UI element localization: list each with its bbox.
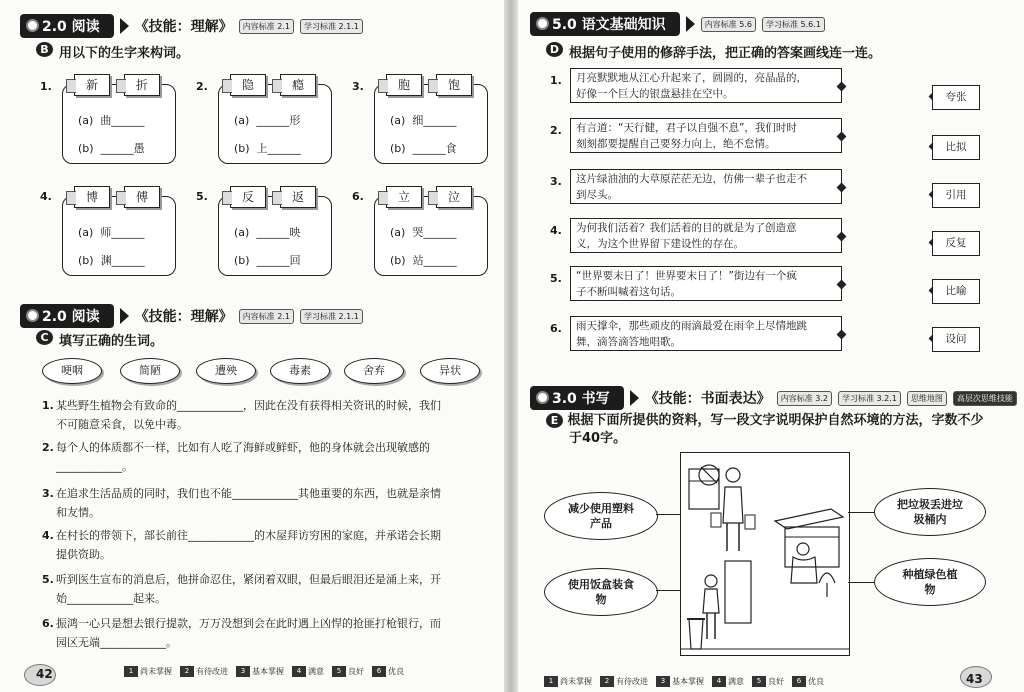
- character-card: 新: [74, 74, 110, 96]
- sentence-box: 雨天撑伞，那些顽皮的雨滴最爱在雨伞上尽情地跳 舞，滴答滴答地唱歌。: [570, 316, 842, 351]
- answer-line: (a) 师______: [78, 226, 145, 239]
- question-b: [36, 42, 189, 61]
- answer-line: (b) 渊______: [78, 254, 145, 267]
- character-card: 博: [74, 186, 110, 208]
- question-text-line2: 于40字。: [569, 431, 627, 446]
- arrow-icon: [120, 18, 129, 34]
- question-e: [546, 412, 1016, 448]
- answer-line: (a) 细______: [390, 114, 457, 127]
- idea-cloud: 使用饭盒装食物: [544, 568, 658, 616]
- sentence-number: 2.: [550, 124, 562, 137]
- answer-line: (b) 站______: [390, 254, 457, 267]
- left-page: [0, 0, 506, 692]
- connector-line: [656, 514, 680, 515]
- character-card: 胞: [386, 74, 422, 96]
- word-choice: 遭殃: [196, 358, 256, 384]
- sentence-number: 1.: [550, 74, 562, 87]
- word-choice: 舍弃: [344, 358, 404, 384]
- fill-item-5: 5. 听到医生宣布的消息后，他拼命忍住，紧闭着双眼，但最后眼泪还是涌上来，开 始____________起来。: [42, 573, 441, 605]
- section-label: 3.0 书写: [530, 386, 624, 410]
- sentence-box: 为何我们活着？我们活着的目的就是为了创造意 义，为这个世界留下建设性的存在。: [570, 218, 842, 253]
- checkbox-icon: 6: [372, 666, 386, 677]
- checkbox-icon: 4: [712, 676, 726, 687]
- arrow-icon: [120, 308, 129, 324]
- checkbox-icon: 2: [180, 666, 194, 677]
- environment-illustration: [680, 452, 850, 656]
- character-card: 傅: [124, 186, 160, 208]
- character-card: 隐: [230, 74, 266, 96]
- box-number: 2.: [196, 80, 208, 93]
- checkbox-icon: 3: [236, 666, 250, 677]
- page-number: 42: [36, 667, 53, 681]
- answer-box: 比拟: [932, 135, 980, 160]
- arrow-icon: [630, 390, 639, 406]
- idea-cloud: 把垃圾丢进垃圾桶内: [874, 488, 986, 536]
- word-choice: 简陋: [120, 358, 180, 384]
- question-letter: D: [546, 42, 563, 57]
- content-standard-tag: 内容标准 2.1: [239, 19, 294, 34]
- checkbox-icon: 3: [656, 676, 670, 687]
- word-choice: 异状: [420, 358, 480, 384]
- question-text: 填写正确的生词。: [59, 334, 164, 349]
- idea-cloud: 种植绿色植物: [874, 558, 986, 606]
- word-choice: 哽咽: [42, 358, 102, 384]
- answer-box: 夸张: [932, 85, 980, 110]
- word-choice: 毒素: [270, 358, 330, 384]
- arrow-icon: [686, 16, 695, 32]
- answer-box: 设问: [932, 327, 980, 352]
- answer-line: (b) ______回: [234, 254, 301, 267]
- question-letter: C: [36, 330, 53, 345]
- content-standard-tag: 内容标准 2.1: [239, 309, 294, 324]
- checkbox-icon: 6: [792, 676, 806, 687]
- people-scene-icon: [681, 453, 849, 655]
- skill-label: 《技能：理解》: [134, 19, 233, 35]
- self-assessment-row: 1 尚未掌握 2 有待改进 3 基本掌握 4 满意 5 良好 6 优良: [544, 676, 824, 687]
- fill-item-2: 2. 每个人的体质都不一样，比如有人吃了海鲜或鲜虾，他的身体就会出现敏感的 ____________。: [42, 441, 430, 473]
- learning-standard-tag: 学习标准 2.1.1: [300, 309, 363, 324]
- answer-line: (a) 曲______: [78, 114, 145, 127]
- answer-line: (a) 哭______: [390, 226, 457, 239]
- page-number: 43: [966, 672, 983, 686]
- fill-item-3: 3. 在追求生活品质的同时，我们也不能____________其他重要的东西，也就是亲情 和友情。: [42, 487, 441, 519]
- character-card: 反: [230, 186, 266, 208]
- answer-box: 反复: [932, 231, 980, 256]
- checkbox-icon: 5: [332, 666, 346, 677]
- learning-standard-tag: 学习标准 5.6.1: [762, 17, 825, 32]
- box-number: 1.: [40, 80, 52, 93]
- question-letter: E: [546, 413, 563, 428]
- skill-label: 《技能：书面表达》: [644, 391, 771, 407]
- connector-line: [656, 590, 680, 591]
- section-d-header: [530, 12, 825, 36]
- section-label: 2.0 阅读: [20, 304, 114, 328]
- question-letter: B: [36, 42, 53, 57]
- character-card: 泣: [436, 186, 472, 208]
- answer-line: (a) ______形: [234, 114, 301, 127]
- checkbox-icon: 4: [292, 666, 306, 677]
- section-e-header: [530, 386, 1017, 410]
- fill-item-6: 6. 振鸿一心只是想去银行提款，万万没想到会在此时遇上凶悍的抢匪打枪银行，而 园区无端____________。: [42, 617, 441, 649]
- sentence-box: 这片绿油油的大草原茫茫无边，仿佛一辈子也走不 到尽头。: [570, 169, 842, 204]
- character-card: 立: [386, 186, 422, 208]
- content-standard-tag: 内容标准 3.2: [777, 391, 832, 406]
- section-c-header: [20, 304, 363, 328]
- content-standard-tag: 内容标准 5.6: [701, 17, 756, 32]
- fill-item-1: 1. 某些野生植物会有致命的____________，因此在没有获得相关资讯的时候，我们 不可随意采食，以免中毒。: [42, 399, 441, 431]
- answer-line: (b) ______食: [390, 142, 457, 155]
- sentence-number: 4.: [550, 224, 562, 237]
- checkbox-icon: 2: [600, 676, 614, 687]
- self-assessment-row: 1 尚未掌握 2 有待改进 3 基本掌握 4 满意 5 良好 6 优良: [124, 666, 404, 677]
- checkbox-icon: 1: [124, 666, 138, 677]
- question-text-line1: 根据下面所提供的资料，写一段文字说明保护自然环境的方法，字数不少: [567, 413, 984, 428]
- character-card: 饱: [436, 74, 472, 96]
- question-d: [546, 42, 881, 61]
- character-card: 返: [280, 186, 316, 208]
- question-text: 根据句子使用的修辞手法，把正确的答案画线连一连。: [569, 46, 882, 61]
- learning-standard-tag: 学习标准 3.2.1: [838, 391, 901, 406]
- question-c: [36, 330, 163, 349]
- answer-line: (a) ______映: [234, 226, 301, 239]
- box-number: 4.: [40, 190, 52, 203]
- section-label: 5.0 语文基础知识: [530, 12, 680, 36]
- box-number: 3.: [352, 80, 364, 93]
- question-text: 用以下的生字来构词。: [59, 46, 190, 61]
- section-b-header: [20, 14, 363, 38]
- skill-label: 《技能：理解》: [134, 309, 233, 325]
- character-card: 瘾: [280, 74, 316, 96]
- connector-line: [848, 582, 874, 583]
- checkbox-icon: 1: [544, 676, 558, 687]
- connector-line: [848, 512, 874, 513]
- sentence-box: “世界要末日了！世界要末日了！”街边有一个疯 子不断叫喊着这句话。: [570, 266, 842, 301]
- answer-line: (b) ______愚: [78, 142, 145, 155]
- section-label: 2.0 阅读: [20, 14, 114, 38]
- sentence-box: 有言道：“天行健，君子以自强不息”，我们时时 刻刻都要提醒自己要努力向上，绝不怠情。: [570, 118, 842, 153]
- sentence-number: 3.: [550, 175, 562, 188]
- checkbox-icon: 5: [752, 676, 766, 687]
- fill-item-4: 4. 在村长的带领下，部长前往____________的木屋拜访穷困的家庭，并承诺会长期 提供资助。: [42, 529, 441, 561]
- answer-box: 引用: [932, 183, 980, 208]
- box-number: 5.: [196, 190, 208, 203]
- sentence-number: 6.: [550, 322, 562, 335]
- thinking-map-tag: 思维地图: [907, 391, 947, 406]
- idea-cloud: 减少使用塑料产品: [544, 492, 658, 540]
- box-number: 6.: [352, 190, 364, 203]
- answer-line: (b) 上______: [234, 142, 301, 155]
- character-card: 折: [124, 74, 160, 96]
- sentence-box: 月亮默默地从江心升起来了，圆圆的，亮晶晶的， 好像一个巨大的银盘悬挂在空中。: [570, 68, 842, 103]
- answer-box: 比喻: [932, 279, 980, 304]
- right-page: [516, 0, 1024, 692]
- hots-tag: 高层次思维技能: [953, 391, 1017, 406]
- learning-standard-tag: 学习标准 2.1.1: [300, 19, 363, 34]
- sentence-number: 5.: [550, 272, 562, 285]
